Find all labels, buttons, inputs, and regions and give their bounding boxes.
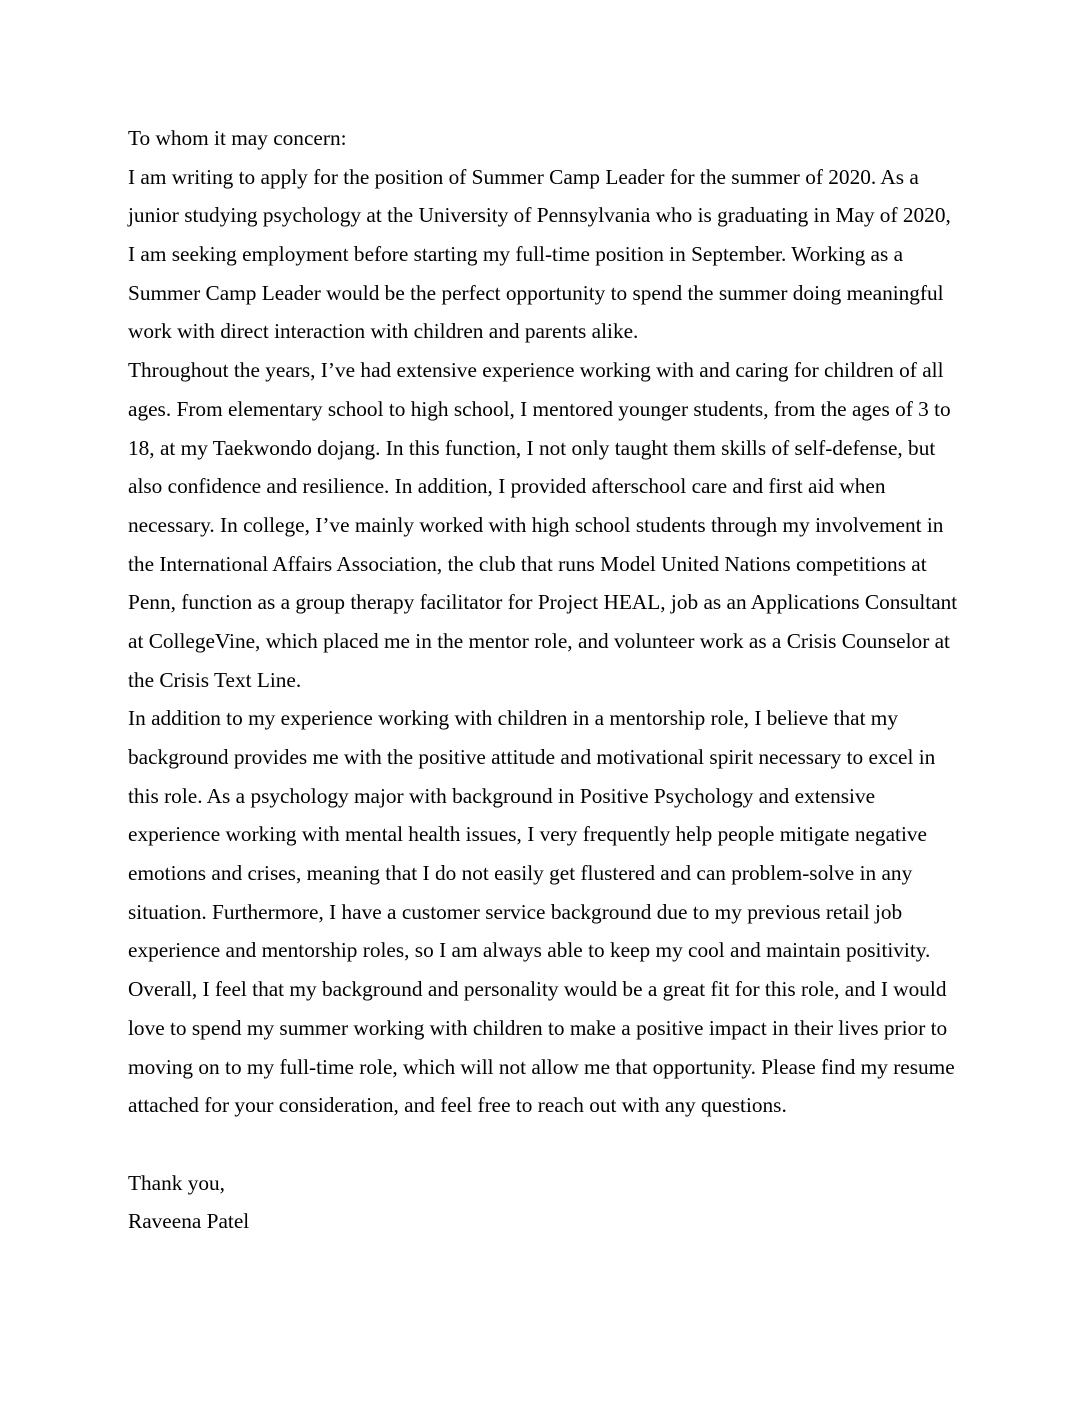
letter-line: I am writing to apply for the position of Summer Camp Leader for the summer of 2020. As a	[128, 164, 919, 189]
letter-line: also confidence and resilience. In addition, I provided afterschool care and first aid when	[128, 474, 886, 499]
letter-line: at CollegeVine, which placed me in the mentor role, and volunteer work as a Crisis Counselor at	[128, 628, 950, 653]
letter-line: I am seeking employment before starting my full-time position in September. Working as a	[128, 242, 904, 267]
letter-line: the International Affairs Association, the club that runs Model United Nations competitions at	[128, 551, 927, 576]
letter-line: work with direct interaction with children and parents alike.	[128, 319, 639, 344]
letter-line: necessary. In college, I’ve mainly worked with high school students through my involvement in	[128, 512, 944, 537]
signature-name: Raveena Patel	[128, 1209, 250, 1234]
letter-line: experience and mentorship roles, so I am always able to keep my cool and maintain positivity.	[128, 938, 931, 963]
letter-line: 18, at my Taekwondo dojang. In this function, I not only taught them skills of self-defense, but	[128, 435, 936, 460]
letter-line: emotions and crises, meaning that I do not easily get flustered and can problem-solve in any	[128, 861, 913, 886]
letter-body	[128, 158, 970, 1125]
letter-paragraph	[128, 699, 970, 1125]
letter-line: ages. From elementary school to high school, I mentored younger students, from the ages of 3 to	[128, 396, 951, 421]
letter-line: background provides me with the positive attitude and motivational spirit necessary to excel in	[128, 745, 936, 769]
letter-line: the Crisis Text Line.	[128, 667, 302, 692]
letter-line: attached for your consideration, and feel free to reach out with any questions.	[128, 1093, 787, 1118]
letter-line: moving on to my full-time role, which will not allow me that opportunity. Please find my resume	[128, 1054, 955, 1079]
letter-line: love to spend my summer working with children to make a positive impact in their lives prior to	[128, 1015, 948, 1040]
letter-paragraph	[128, 351, 970, 699]
closing-phrase: Thank you,	[128, 1170, 226, 1195]
letter-line: Throughout the years, I’ve had extensive experience working with and caring for children of all	[128, 358, 944, 383]
letter-line: Penn, function as a group therapy facilitator for Project HEAL, job as an Applications Consultant	[128, 590, 958, 615]
letter-line: this role. As a psychology major with background in Positive Psychology and extensive	[128, 783, 876, 808]
letter-line: Summer Camp Leader would be the perfect opportunity to spend the summer doing meaningful	[128, 280, 944, 305]
letter-line: Overall, I feel that my background and personality would be a great fit for this role, and I would	[128, 977, 947, 1002]
letter-paragraph	[128, 158, 970, 351]
letter-line: In addition to my experience working with children in a mentorship role, I believe that my	[128, 706, 899, 731]
letter-line: experience working with mental health issues, I very frequently help people mitigate negative	[128, 822, 927, 847]
letter-line: junior studying psychology at the University of Pennsylvania who is graduating in May of 2020,	[128, 203, 951, 228]
letter-line: situation. Furthermore, I have a customer service background due to my previous retail job	[128, 899, 903, 924]
closing-block	[128, 1164, 970, 1241]
salutation: To whom it may concern:	[128, 126, 347, 150]
